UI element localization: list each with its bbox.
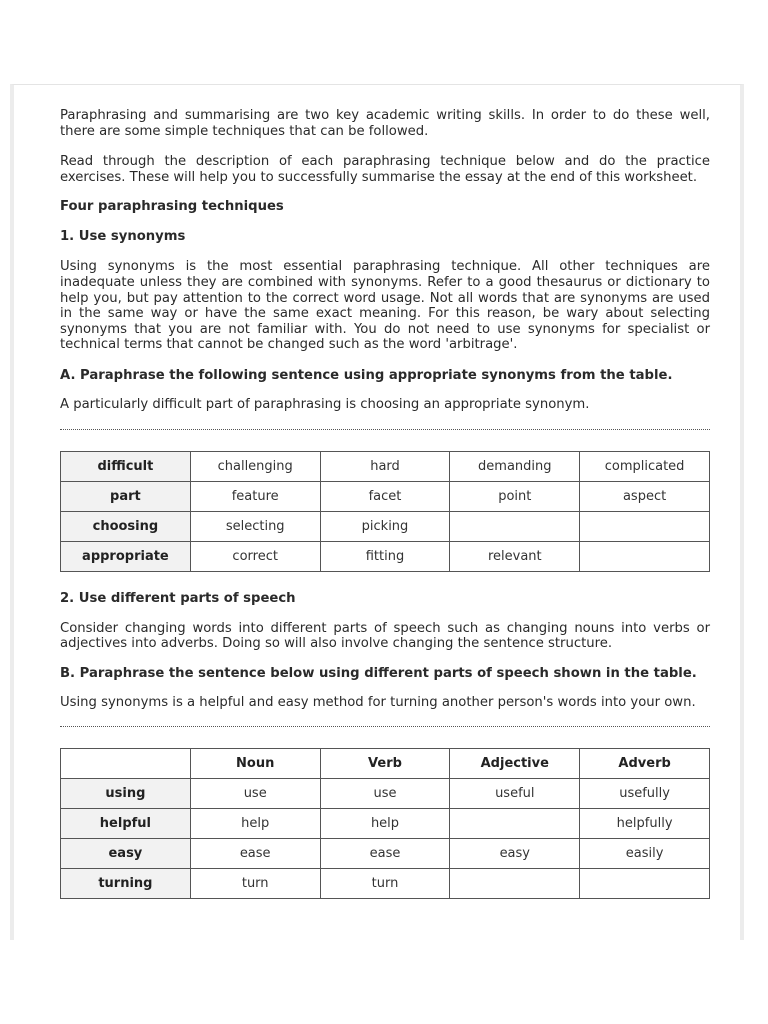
task-b-answer-line[interactable] bbox=[60, 726, 710, 727]
table-row-header: using bbox=[61, 779, 191, 809]
table-cell: help bbox=[320, 809, 450, 839]
table-cell: fitting bbox=[320, 541, 450, 571]
table-cell: facet bbox=[320, 481, 450, 511]
table-cell: turn bbox=[190, 869, 320, 899]
table-row bbox=[61, 481, 710, 511]
table-cell: aspect bbox=[580, 481, 710, 511]
table-cell: help bbox=[190, 809, 320, 839]
synonyms-table bbox=[60, 451, 710, 572]
table-cell: use bbox=[190, 779, 320, 809]
technique-1-heading: 1. Use synonyms bbox=[60, 229, 186, 245]
task-a-sentence: A particularly difficult part of paraphrasing is choosing an appropriate synonym. bbox=[60, 396, 590, 412]
table-cell bbox=[580, 869, 710, 899]
intro-paragraph-2: Read through the description of each paraphrasing technique below and do the practice exercises. These will help you to successfully summarise the essay at the end of this worksheet. bbox=[60, 154, 710, 185]
task-b-title: B. Paraphrase the sentence below using different parts of speech shown in the table. bbox=[60, 665, 697, 681]
table-cell: correct bbox=[190, 541, 320, 571]
table-row bbox=[61, 779, 710, 809]
task-b-sentence: Using synonyms is a helpful and easy method for turning another person's words into your own. bbox=[60, 694, 696, 710]
table-row bbox=[61, 869, 710, 899]
table-column-header bbox=[61, 749, 191, 779]
table-column-header: Adverb bbox=[580, 749, 710, 779]
table-row bbox=[61, 541, 710, 571]
table-row bbox=[61, 451, 710, 481]
technique-2-heading: 2. Use different parts of speech bbox=[60, 590, 296, 606]
task-a-answer-line[interactable] bbox=[60, 429, 710, 430]
table-cell: relevant bbox=[450, 541, 580, 571]
technique-1-body: Using synonyms is the most essential paraphrasing technique. All other techniques are inadequate unless they are combined with synonyms. Refer to a good thesaurus or dictionary to help you, but pay attention to the correct word usage. Not all words that are synonyms are used in the same way or have the same exact meaning. For this reason, be wary about selecting synonyms that you are not familiar with. You do not need to use synonyms for specialist or technical terms that cannot be changed such as the word 'arbitrage'. bbox=[60, 259, 710, 353]
table-row-header: helpful bbox=[61, 809, 191, 839]
parts-of-speech-table bbox=[60, 748, 710, 899]
table-cell: easily bbox=[580, 839, 710, 869]
table-cell bbox=[450, 809, 580, 839]
task-a-title: A. Paraphrase the following sentence using appropriate synonyms from the table. bbox=[60, 367, 673, 383]
table-column-header: Verb bbox=[320, 749, 450, 779]
table-row-header: part bbox=[61, 481, 191, 511]
table-row bbox=[61, 809, 710, 839]
table-cell: use bbox=[320, 779, 450, 809]
table-cell bbox=[580, 511, 710, 541]
table-cell: helpfully bbox=[580, 809, 710, 839]
table-row-header: choosing bbox=[61, 511, 191, 541]
table-cell: useful bbox=[450, 779, 580, 809]
table-cell: point bbox=[450, 481, 580, 511]
section-title: Four paraphrasing techniques bbox=[60, 199, 284, 215]
table-cell: ease bbox=[320, 839, 450, 869]
table-cell: turn bbox=[320, 869, 450, 899]
table-row-header: easy bbox=[61, 839, 191, 869]
intro-paragraph-1: Paraphrasing and summarising are two key academic writing skills. In order to do these well, there are some simple techniques that can be followed. bbox=[60, 108, 710, 139]
table-cell: usefully bbox=[580, 779, 710, 809]
table-header-row bbox=[61, 749, 710, 779]
table-row-header: appropriate bbox=[61, 541, 191, 571]
table-cell: feature bbox=[190, 481, 320, 511]
table-cell bbox=[450, 869, 580, 899]
table-row-header: difficult bbox=[61, 451, 191, 481]
table-cell bbox=[450, 511, 580, 541]
table-cell: picking bbox=[320, 511, 450, 541]
table-cell: ease bbox=[190, 839, 320, 869]
table-row-header: turning bbox=[61, 869, 191, 899]
table-cell: selecting bbox=[190, 511, 320, 541]
table-column-header: Adjective bbox=[450, 749, 580, 779]
table-cell: complicated bbox=[580, 451, 710, 481]
technique-2-body: Consider changing words into different parts of speech such as changing nouns into verbs or adjectives into adverbs. Doing so will also involve changing the sentence structure. bbox=[60, 620, 710, 652]
table-column-header: Noun bbox=[190, 749, 320, 779]
worksheet-content bbox=[60, 108, 710, 899]
table-cell: easy bbox=[450, 839, 580, 869]
table-cell: demanding bbox=[450, 451, 580, 481]
table-row bbox=[61, 839, 710, 869]
table-cell bbox=[580, 541, 710, 571]
table-cell: hard bbox=[320, 451, 450, 481]
table-cell: challenging bbox=[190, 451, 320, 481]
table-row bbox=[61, 511, 710, 541]
